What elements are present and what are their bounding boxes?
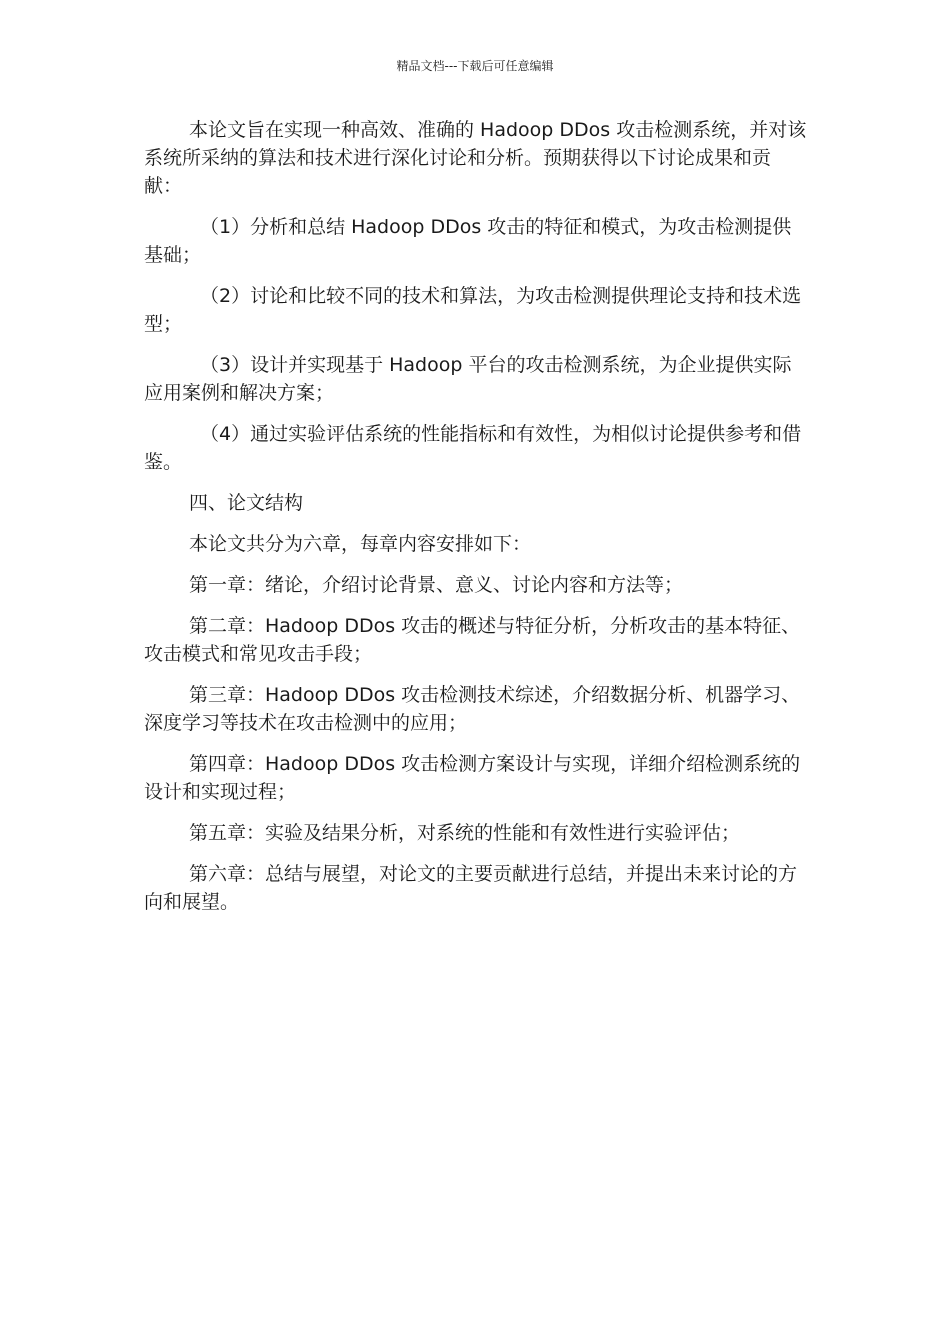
chapter-6: 第六章：总结与展望，对论文的主要贡献进行总结，并提出未来讨论的方向和展望。 — [144, 863, 798, 913]
list-item-1: （1）分析和总结 Hadoop DDos 攻击的特征和模式，为攻击检测提供基础； — [144, 216, 792, 266]
chapter-5: 第五章：实验及结果分析，对系统的性能和有效性进行实验评估； — [189, 822, 741, 844]
chapter-4: 第四章：Hadoop DDos 攻击检测方案设计与实现，详细介绍检测系统的设计和实现过程； — [144, 753, 801, 803]
structure-intro: 本论文共分为六章，每章内容安排如下： — [189, 533, 532, 555]
list-item-3: （3）设计并实现基于 Hadoop 平台的攻击检测系统，为企业提供实际应用案例和解决方案； — [144, 354, 792, 404]
intro-paragraph: 本论文旨在实现一种高效、准确的 Hadoop DDos 攻击检测系统，并对该系统所采纳的算法和技术进行深化讨论和分析。预期获得以下讨论成果和贡献： — [144, 119, 807, 197]
page-header: 精品文档---下载后可任意编辑 — [396, 59, 554, 73]
list-item-4: （4）通过实验评估系统的性能指标和有效性，为相似讨论提供参考和借鉴。 — [144, 423, 802, 473]
list-item-2: （2）讨论和比较不同的技术和算法，为攻击检测提供理论支持和技术选型； — [144, 285, 802, 335]
chapter-2: 第二章：Hadoop DDos 攻击的概述与特征分析，分析攻击的基本特征、攻击模式和常见攻击手段； — [144, 615, 801, 665]
section-heading: 四、论文结构 — [189, 492, 304, 514]
document-body — [144, 116, 808, 929]
chapter-3: 第三章：Hadoop DDos 攻击检测技术综述，介绍数据分析、机器学习、深度学习等技术在攻击检测中的应用； — [144, 684, 801, 734]
chapter-1: 第一章：绪论，介绍讨论背景、意义、讨论内容和方法等； — [189, 574, 684, 596]
